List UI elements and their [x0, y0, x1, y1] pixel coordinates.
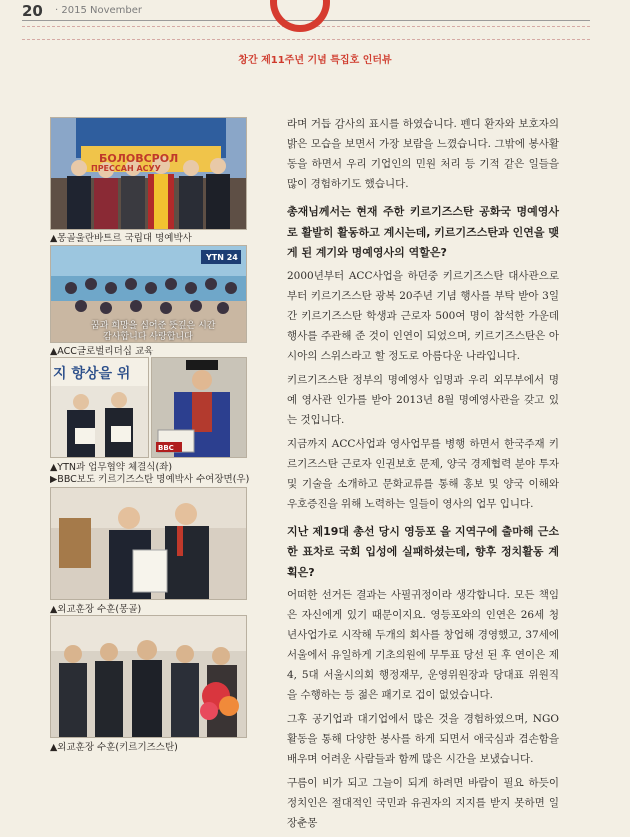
banner-text: 지 향상을 위: [53, 366, 131, 382]
paragraph: 어떠한 선거든 결과는 사필귀정이라 생각합니다. 모든 책임은 자신에게 있기 때문이지요. 영등포와의 인연은 26세 청년사업가로 시작해 두개의 회사를 창업해 경영했고, 37세에 서울에서 유일하게 기초의원에 무투표 당선 된 후 연이은 제4, 5대 서울시의회 행정재무, 운영위원장과 당대표 위원직을 수행하는 등 젊은 패기로 겁이 없었습니다.: [287, 589, 559, 701]
photo-honorary-doctorate-mongolia: [50, 117, 247, 230]
photo-overlay-text: 꿈과 희망을 심어준 뜻깊은 시간: [91, 321, 216, 331]
article-body: [287, 114, 559, 837]
photo-caption: ▲몽골울란바트르 국립대 명예박사: [50, 233, 192, 244]
bbc-logo: BBC: [158, 444, 174, 452]
paragraph: 구름이 비가 되고 그늘이 되게 하려면 바람이 필요 하듯이 정치인은 절대적인 국민과 유권자의 지지를 받지 못하면 일장춘몽: [287, 777, 559, 829]
issue-date: · 2015 November: [55, 5, 143, 16]
paragraph: 키르기즈스탄 정부의 명예영사 임명과 우리 외무부에서 명예 영사관 인가를 받아 2013년 8월 명예영사관을 갖고 있는 것입니다.: [287, 373, 559, 426]
photo-caption: ▲ACC글로벌리더십 교육: [50, 346, 154, 357]
banner-text: БОЛОВСРОЛ: [99, 152, 179, 165]
photo-caption-right: ▶BBC보도 키르기즈스탄 명예박사 수여장면(우): [50, 474, 250, 485]
photo-overlay-text-2: 감사합니다 사랑합니다: [103, 332, 193, 342]
page-number: 20: [22, 2, 43, 20]
banner-subtext: ПРЕССАН АСУУ: [91, 164, 161, 173]
paragraph: 2000년부터 ACC사업을 하던중 키르기즈스탄 대사관으로부터 키르기즈스탄 광복 20주년 기념 행사를 부탁 받아 3일간 키르기즈스탄 학생과 근로자 500여 명이 참석한 가운데 행사를 주관해 준 것이 인연이 되었으며, 키르기즈스탄은 아시아의 스위스라고 할 정도로 아름다운 나라입니다.: [287, 269, 559, 362]
paragraph: 라며 거듭 감사의 표시를 하였습니다. 펜디 환자와 보호자의 밝은 모습을 보면서 가장 보람을 느꼈습니다. 그밖에 봉사활동을 하면서 우리 기업인의 민원 처리 등 기적 같은 일들을 많이 경험하기도 했습니다.: [287, 118, 559, 190]
photo-acc-global-leadership: [50, 245, 247, 343]
photo-caption-left: ▲YTN과 업무협약 체결식(좌): [50, 462, 173, 473]
photo-caption: ▲외교훈장 수훈(키르기즈스탄): [50, 742, 178, 753]
photo-diplomatic-medal-mongolia: [50, 487, 247, 600]
interview-question: 지난 제19대 총선 당시 영등포 을 지역구에 출마해 근소한 표차로 국회 입성에 실패하셨는데, 향후 정치활동 계획은?: [287, 524, 559, 579]
paragraph: 지금까지 ACC사업과 영사업무를 병행 하면서 한국주재 키르기즈스탄 근로자 인권보호 문제, 양국 경제협력 분야 투자 및 기술을 소개하고 문화교류를 통해 홍보 및 양국 이해와 우호증진을 위해 노력하는 일들이 영사의 업무 입니다.: [287, 437, 559, 510]
photo-caption: ▲외교훈장 수훈(몽골): [50, 604, 142, 615]
photo-bbc-honorary-doctorate: [151, 357, 247, 458]
photo-diplomatic-medal-kyrgyzstan: [50, 615, 247, 738]
section-title: 창간 제11주년 기념 특집호 인터뷰: [238, 55, 392, 66]
paragraph: 그후 공기업과 대기업에서 많은 것을 경험하였으며, NGO활동을 통해 다양한 봉사를 하게 되면서 애국심과 겸손함을 배우며 어려운 사람들과 함께 많은 시간을 보냈습니다.: [287, 713, 559, 765]
ytn-logo: YTN 24: [206, 253, 238, 262]
photo-ytn-agreement: [50, 357, 149, 458]
interview-question: 총재님께서는 현재 주한 키르기즈스탄 공화국 명예영사로 활발히 활동하고 계시는데, 키르기즈스탄과 인연을 맺게 된 계기와 명예영사의 역할은?: [287, 205, 559, 259]
